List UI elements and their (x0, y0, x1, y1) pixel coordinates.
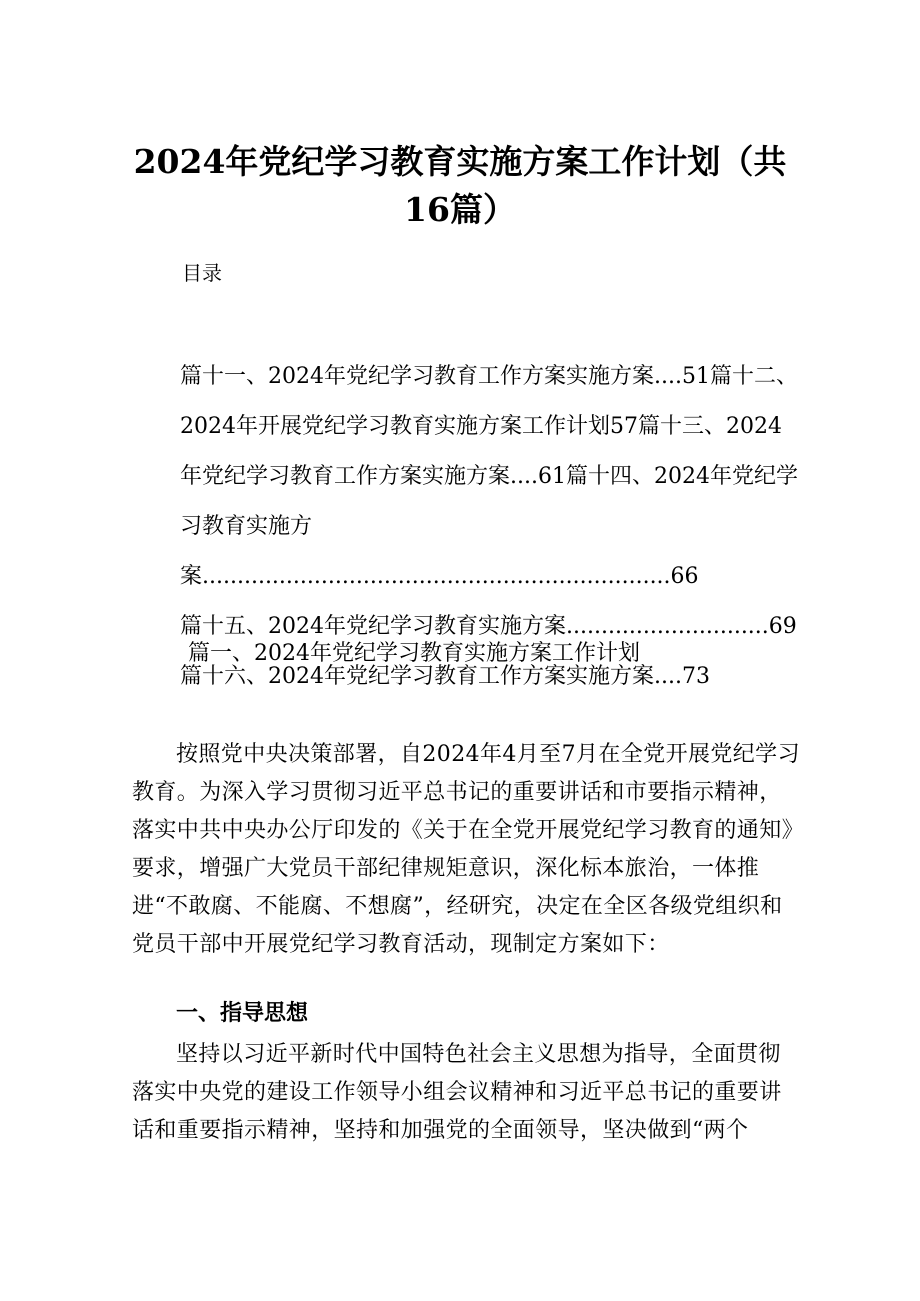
toc-entries-11-to-14[interactable]: 篇十一、2024年党纪学习教育工作方案实施方案....51篇十二、2024年开展党纪学习教育实施方案工作计划57篇十三、2024年党纪学习教育工作方案实施方案....61篇十四、2024年党纪学习教育实施方案...................................................................66 (180, 364, 798, 589)
body-paragraph-1: 按照党中央决策部署，自2024年4月至7月在全党开展党纪学习教育。为深入学习贯彻习近平总书记的重要讲话和市要指示精神，落实中共中央办公厅印发的《关于在全党开展党纪学习教育的通知》要求，增强广大党员干部纪律规矩意识，深化标本旅治，一体推进“不敢腐、不能腐、不想腐”，经研究，决定在全区各级党组织和党员干部中开展党纪学习教育活动，现制定方案如下： (132, 742, 800, 957)
toc-entry-16[interactable]: 篇十六、2024年党纪学习教育工作方案实施方案....73 (180, 664, 710, 689)
toc-entry-15[interactable]: 篇十五、2024年党纪学习教育实施方案.............................69 (180, 614, 797, 639)
heading-guiding-thought: 一、指导思想 (176, 1001, 309, 1026)
section-heading-1: 篇一、2024年党纪学习教育实施方案工作计划 (188, 641, 640, 666)
toc-label: 目录 (182, 261, 222, 285)
document-title: 2024年党纪学习教育实施方案工作计划（共16篇） (133, 142, 787, 229)
body-paragraph-2: 坚持以习近平新时代中国特色社会主义思想为指导，全面贯彻落实中央党的建设工作领导小组会议精神和习近平总书记的重要讲话和重要指示精神，坚持和加强党的全面领导，坚决做到“两个 (132, 1042, 782, 1143)
